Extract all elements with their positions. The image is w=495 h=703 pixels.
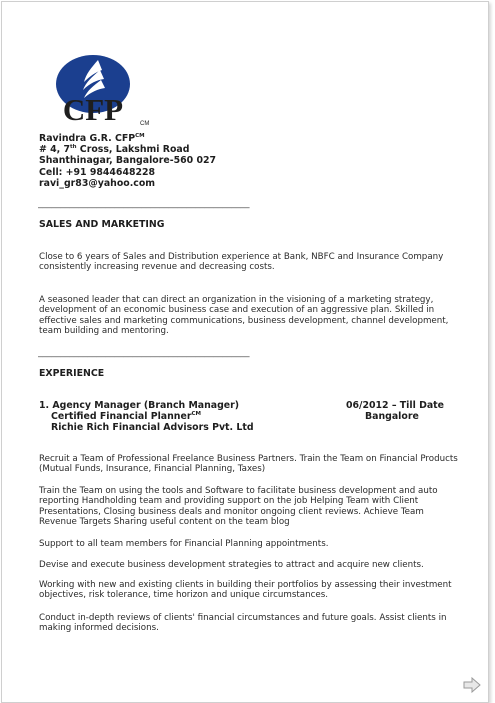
heading-sales-marketing: SALES AND MARKETING bbox=[39, 219, 165, 230]
contact-name: Ravindra G.R. CFP bbox=[39, 133, 136, 144]
duty-paragraph-2: Train the Team on using the tools and Software to facilitate business development and auto reporting Handholding team and providing support on the job Helping Team with Client Presentations, Closing business deals and monitor ongoing client reviews. Achieve Team Revenue Targets Sharing useful content on the team blog bbox=[39, 486, 438, 528]
contact-address-line-1 bbox=[39, 144, 216, 155]
job-location: Bangalore bbox=[365, 411, 419, 422]
job-title: 1. Agency Manager (Branch Manager) bbox=[39, 400, 240, 411]
contact-name-mark: CM bbox=[135, 132, 145, 139]
document-page bbox=[1, 1, 489, 703]
contact-address-line-2: Shanthinagar, Bangalore-560 027 bbox=[39, 155, 217, 167]
contact-name-line bbox=[39, 133, 216, 144]
next-page-arrow-icon[interactable] bbox=[463, 677, 481, 693]
duty-paragraph-6: Conduct in-depth reviews of clients' financial circumstances and future goals. Assist clients in making informed decisions. bbox=[39, 613, 447, 634]
job-designation-mark: CM bbox=[191, 410, 201, 417]
address-1-pre: # 4, 7 bbox=[39, 144, 70, 156]
job-row-2 bbox=[39, 411, 459, 422]
contact-block bbox=[39, 133, 216, 189]
duty-paragraph-3: Support to all team members for Financial Planning appointments. bbox=[39, 539, 329, 549]
contact-cell: Cell: +91 9844648228 bbox=[39, 166, 156, 178]
duty-paragraph-1: Recruit a Team of Professional Freelance Business Partners. Train the Team on Financial Products (Mutual Funds, Insurance, Financial Planning, Taxes) bbox=[39, 454, 458, 475]
job-dates: 06/2012 – Till Date bbox=[346, 400, 445, 411]
duty-paragraph-4: Devise and execute business development strategies to attract and acquire new clients. bbox=[39, 560, 424, 570]
divider-rule-1: _______________________________________________ bbox=[38, 199, 250, 209]
divider-rule-2: _______________________________________________ bbox=[38, 348, 250, 358]
address-1-post: Cross, Lakshmi Road bbox=[76, 144, 190, 156]
job-designation: Certified Financial Planner bbox=[51, 411, 192, 422]
cfp-logo bbox=[36, 52, 156, 130]
job-row-3 bbox=[39, 422, 459, 433]
duty-paragraph-5: Working with new and existing clients in building their portfolios by assessing their investment objectives, risk tolerance, time horizon and unique circumstances. bbox=[39, 580, 452, 601]
heading-experience: EXPERIENCE bbox=[39, 368, 105, 379]
summary-paragraph-1: Close to 6 years of Sales and Distribution experience at Bank, NBFC and Insurance Company consistently increasing revenue and decreasing costs. bbox=[39, 252, 444, 273]
job-entry bbox=[39, 400, 459, 433]
address-1-sup: th bbox=[70, 144, 77, 151]
logo-cm-mark: CM bbox=[140, 121, 150, 127]
summary-paragraph-2: A seasoned leader that can direct an organization in the visioning of a marketing strategy, development of an economic business case and execution of an aggressive plan. Skilled in effective sales and marketing communications, business development, channel development, team building and mentoring. bbox=[39, 295, 449, 337]
job-row-1 bbox=[39, 400, 459, 411]
job-company: Richie Rich Financial Advisors Pvt. Ltd bbox=[51, 422, 254, 433]
logo-text: CFP bbox=[62, 92, 124, 127]
contact-email: ravi_gr83@yahoo.com bbox=[39, 177, 156, 189]
